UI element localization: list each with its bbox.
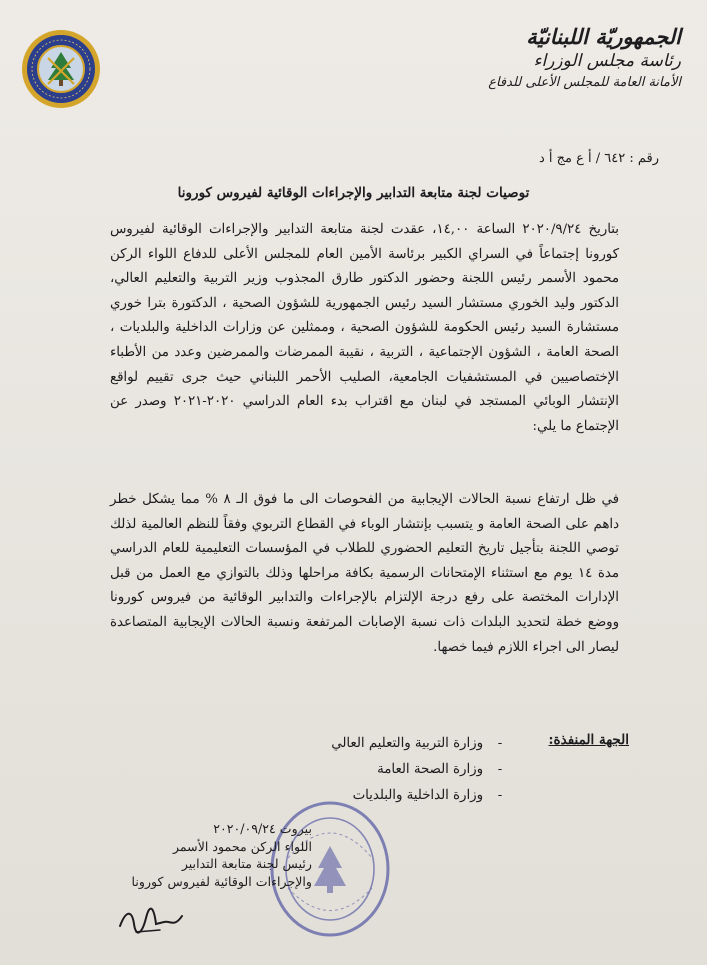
letterhead-secretariat: الأمانة العامة للمجلس الأعلى للدفاع bbox=[488, 75, 681, 90]
signature-block bbox=[72, 820, 312, 890]
list-dash: - bbox=[497, 736, 503, 751]
list-item bbox=[331, 731, 507, 757]
entity-education: وزارة التربية والتعليم العالي bbox=[331, 736, 483, 751]
signatory-role-continued: والإجراءات الوقائية لفيروس كورونا bbox=[131, 873, 312, 889]
list-dash: - bbox=[497, 762, 503, 777]
list-item bbox=[331, 757, 507, 783]
executing-entities-label: الجهة المنفذة: bbox=[548, 732, 629, 748]
defense-council-emblem-icon bbox=[20, 28, 102, 110]
list-dash: - bbox=[497, 788, 503, 803]
letterhead-presidency: رئاسة مجلس الوزراء bbox=[533, 51, 681, 71]
signature-place-date: بيروت ٢٠٢٠/٠٩/٢٤ bbox=[213, 821, 312, 836]
meeting-paragraph: بتاريخ ٢٠٢٠/٩/٢٤ الساعة ١٤,٠٠، عقدت لجنة متابعة التدابير والإجراءات الوقائية لفيروس كورونا إجتماعاً في السراي الكبير برئاسة الأمين العام للمجلس الأعلى للدفاع اللواء الركن محمود الأسمر رئيس اللجنة وحضور الدكتور طارق المجذوب وزير التربية والتعليم العالي، الدكتور وليد الخوري مستشار السيد رئيس الجمهورية للشؤون الصحية ، الدكتورة بترا خوري مستشارة السيد رئيس الحكومة للشؤون الصحية ، وممثلين عن وزارات الداخلية والبلديات ، الصحة العامة ، الشؤون الإجتماعية ، التربية ، نقيبة الممرضات والممرضين وعدد من الأطباء الإختصاصيين في المستشفيات الجامعية، الصليب الأحمر اللبناني حيث جرى تقييم لواقع الإنتشار الوبائي المستجد في لبنان مع اقتراب بدء العام الدراسي ٢٠٢٠-٢٠٢١ وصدر عن الإجتماع ما يلي: bbox=[110, 222, 620, 434]
document-title: توصيات لجنة متابعة التدابير والإجراءات الوقائية لفيروس كورونا bbox=[177, 185, 530, 201]
recommendation-paragraph: في ظل ارتفاع نسبة الحالات الإيجابية من الفحوصات الى ما فوق الـ ٨ % مما يشكل خطر داهم على الصحة العامة و يتسبب بإنتشار الوباء في القطاع التربوي وفقاً للنظم العالمية لذلك توصي اللجنة بتأجيل تاريخ التعليم الحضوري للطلاب في المؤسسات التعليمية للعام الدراسي مدة ١٤ يوم مع استثناء الإمتحانات الرسمية بكافة مراحلها وذلك بالتوازي مع العمل من قبل الإدارات المختصة على رفع درجة الإلتزام بالإجراءات والتدابير الوقائية من فيروس كورونا ووضع خطة لتحديد البلدات ذات نسبة الإصابات المرتفعة ونسبة الحالات الإيجابية المتصاعدة ليصار الى اجراء اللازم فيما خصها. bbox=[110, 492, 620, 655]
entity-interior: وزارة الداخلية والبلديات bbox=[352, 788, 483, 803]
reference-number: رقم : ٦٤٢ / أ ع مج أ د bbox=[538, 151, 659, 166]
entity-health: وزارة الصحة العامة bbox=[377, 762, 483, 777]
letterhead bbox=[441, 24, 681, 93]
signatory-name: اللواء الركن محمود الأسمر bbox=[172, 838, 312, 854]
letterhead-republic: الجمهوريّة اللبنانيّة bbox=[526, 24, 681, 49]
signatory-role: رئيس لجنة متابعة التدابير bbox=[181, 856, 312, 871]
handwritten-signature-icon bbox=[116, 904, 186, 938]
